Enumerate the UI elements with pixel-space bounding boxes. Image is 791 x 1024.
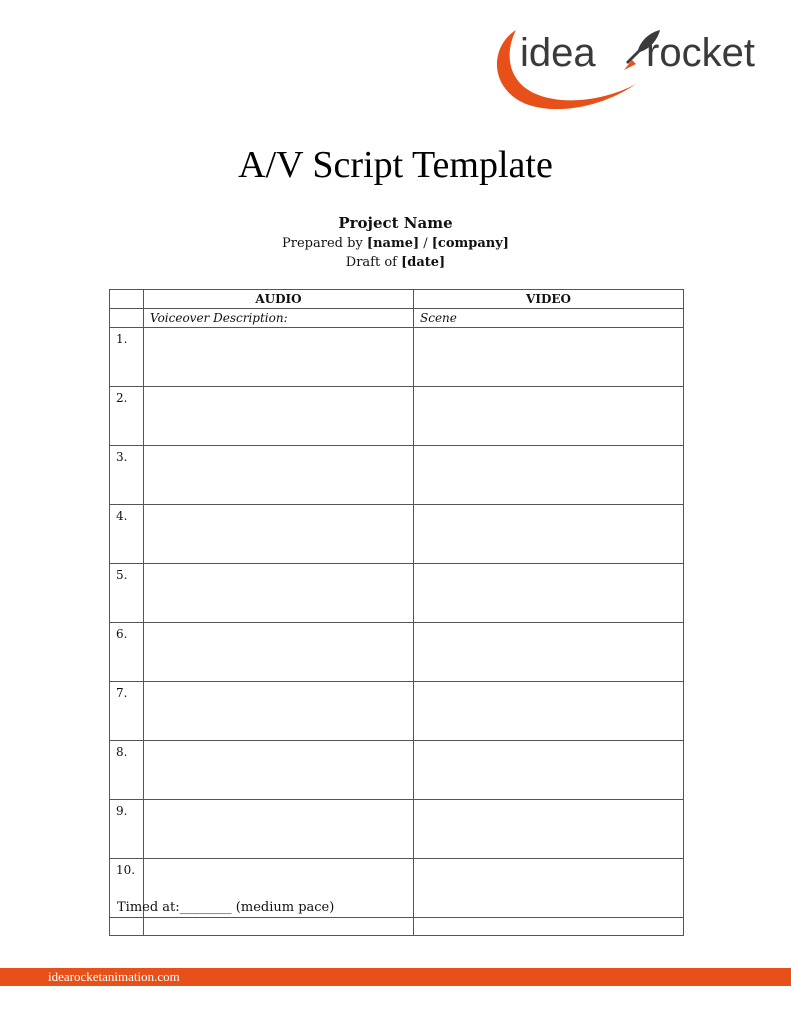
table-row: [110, 800, 684, 859]
row-number: 1.: [110, 328, 144, 387]
row-number: 5.: [110, 564, 144, 623]
audio-cell[interactable]: [144, 505, 414, 564]
video-cell[interactable]: [414, 859, 684, 918]
project-name: Project Name: [338, 214, 453, 232]
video-cell[interactable]: [414, 446, 684, 505]
video-cell[interactable]: [414, 623, 684, 682]
video-cell[interactable]: [414, 387, 684, 446]
audio-cell[interactable]: [144, 564, 414, 623]
document-title: A/V Script Template: [238, 144, 553, 186]
logo-text-idea: idea: [520, 31, 596, 75]
subheader-row: [110, 309, 684, 328]
prepared-name: [name]: [366, 236, 420, 251]
prepared-prefix: Prepared by: [282, 236, 367, 251]
footer-number-cell: [110, 918, 144, 936]
footer-video-cell[interactable]: [414, 918, 684, 936]
prepared-sep: /: [419, 236, 432, 251]
header-row: [110, 290, 684, 309]
subheader-audio: Voiceover Description:: [144, 309, 414, 328]
subheader-number-cell: [110, 309, 144, 328]
table-row: [110, 741, 684, 800]
header-number-cell: [110, 290, 144, 309]
video-cell[interactable]: [414, 328, 684, 387]
prepared-by-line: [0, 236, 791, 251]
row-number: 8.: [110, 741, 144, 800]
table-row: [110, 564, 684, 623]
table-row: [110, 328, 684, 387]
footer-url[interactable]: idearocketanimation.com: [48, 969, 180, 984]
table-row: [110, 623, 684, 682]
draft-prefix: Draft of: [345, 255, 402, 270]
audio-cell[interactable]: [144, 800, 414, 859]
row-number: 4.: [110, 505, 144, 564]
video-cell[interactable]: [414, 682, 684, 741]
video-cell[interactable]: [414, 505, 684, 564]
header-audio: AUDIO: [144, 290, 414, 309]
video-cell[interactable]: [414, 741, 684, 800]
av-script-table: [109, 289, 684, 936]
audio-cell[interactable]: [144, 741, 414, 800]
idearocket-logo: [486, 18, 778, 112]
audio-cell[interactable]: [144, 387, 414, 446]
row-number: 2.: [110, 387, 144, 446]
draft-date: [date]: [401, 255, 446, 270]
audio-cell[interactable]: [144, 623, 414, 682]
audio-cell[interactable]: [144, 328, 414, 387]
row-number: 7.: [110, 682, 144, 741]
row-number: 6.: [110, 623, 144, 682]
script-rows: [110, 328, 684, 918]
table-footer-row: [110, 918, 684, 936]
video-cell[interactable]: [414, 564, 684, 623]
table-row: [110, 505, 684, 564]
row-number: 3.: [110, 446, 144, 505]
table-row: [110, 446, 684, 505]
timed-at-line: Timed at:________ (medium pace): [117, 900, 335, 915]
draft-line: [0, 255, 791, 270]
row-number: 10.: [110, 859, 144, 918]
video-cell[interactable]: [414, 800, 684, 859]
logo-text-rocket: rocket: [646, 31, 755, 75]
table-row: [110, 682, 684, 741]
footer-bar: [0, 968, 791, 986]
row-number: 9.: [110, 800, 144, 859]
audio-cell[interactable]: [144, 682, 414, 741]
prepared-company: [company]: [431, 236, 509, 251]
footer-audio-cell[interactable]: [144, 918, 414, 936]
table-row: [110, 387, 684, 446]
subheader-video: Scene: [414, 309, 684, 328]
audio-cell[interactable]: [144, 446, 414, 505]
header-video: VIDEO: [414, 290, 684, 309]
